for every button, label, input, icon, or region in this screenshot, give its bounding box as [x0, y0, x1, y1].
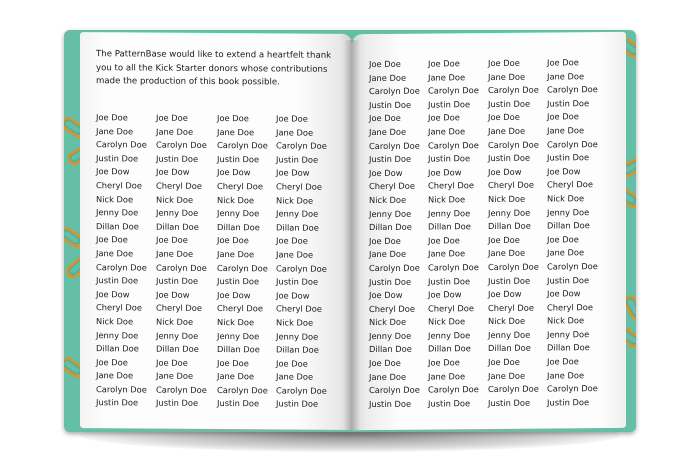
- donor-name: Jane Doe: [428, 248, 466, 259]
- donor-name: Carolyn Doe: [428, 139, 479, 151]
- donor-name: Dillan Doe: [276, 344, 319, 355]
- donor-name: Joe Doe: [217, 235, 249, 246]
- donor-name: Dillan Doe: [488, 220, 531, 232]
- donor-name: Dillan Doe: [217, 221, 260, 233]
- donor-name: Nick Doe: [217, 194, 255, 205]
- donor-name: Carolyn Doe: [217, 384, 268, 396]
- donor-name: Cheryl Doe: [96, 180, 142, 191]
- donor-name: Jenny Doe: [96, 207, 139, 218]
- donor-name: Joe Doe: [217, 113, 249, 124]
- donor-name: Joe Dow: [488, 166, 522, 177]
- donor-name: Nick Doe: [428, 316, 466, 327]
- donor-name: Dillan Doe: [217, 344, 260, 355]
- donor-name: Cheryl Doe: [217, 303, 263, 314]
- donor-name: Joe Dow: [217, 167, 251, 178]
- donor-name: Dillan Doe: [547, 220, 590, 231]
- donor-name: Carolyn Doe: [488, 261, 539, 272]
- donor-name: Nick Doe: [369, 194, 407, 205]
- donor-name: Carolyn Doe: [547, 84, 598, 95]
- donor-name: Joe Doe: [547, 233, 579, 245]
- donor-name: Justin Doe: [428, 98, 471, 110]
- donor-name: Justin Doe: [547, 274, 590, 285]
- donor-name: Nick Doe: [217, 316, 255, 328]
- donor-name: Joe Doe: [428, 357, 460, 368]
- donor-name: Dillan Doe: [156, 221, 199, 232]
- donor-name: Joe Doe: [488, 112, 520, 123]
- donor-name: Joe Doe: [428, 112, 460, 123]
- donor-name: Cheryl Doe: [369, 180, 415, 192]
- donor-name: Nick Doe: [156, 194, 194, 205]
- donor-name: Dillan Doe: [369, 344, 412, 355]
- donor-name: Justin Doe: [488, 275, 531, 286]
- donor-name: Dillan Doe: [369, 221, 412, 233]
- donor-name: Cheryl Doe: [547, 179, 593, 190]
- donor-name: Justin Doe: [369, 398, 412, 409]
- donor-name: Jane Doe: [369, 371, 407, 382]
- donor-name: Joe Dow: [547, 288, 581, 299]
- donor-name: Joe Dow: [96, 288, 130, 300]
- donor-name: Jane Doe: [217, 248, 255, 260]
- donor-name: Carolyn Doe: [156, 262, 207, 273]
- donor-name: Jane Doe: [428, 126, 466, 137]
- donor-name: Joe Doe: [369, 357, 401, 369]
- donor-name: Jane Doe: [369, 126, 407, 138]
- donor-name: Cheryl Doe: [156, 302, 202, 314]
- donor-name: Carolyn Doe: [369, 85, 420, 97]
- donor-name: Jane Doe: [276, 371, 314, 382]
- donor-name: Nick Doe: [488, 315, 526, 327]
- donor-name: Joe Doe: [369, 113, 401, 124]
- donor-name: Joe Dow: [369, 167, 403, 178]
- donor-name: Carolyn Doe: [96, 261, 147, 273]
- donor-name: Justin Doe: [488, 152, 531, 164]
- donor-name: Carolyn Doe: [369, 262, 420, 273]
- donor-name: Jane Doe: [276, 127, 314, 138]
- donor-name: Joe Doe: [547, 57, 579, 68]
- donor-name: Carolyn Doe: [276, 385, 327, 396]
- donor-name: Jane Doe: [96, 125, 134, 137]
- donor-name: Joe Doe: [276, 113, 308, 124]
- donor-name: Jane Doe: [488, 125, 526, 136]
- donor-name: Cheryl Doe: [276, 303, 322, 315]
- donor-name: Joe Doe: [428, 234, 460, 246]
- donor-name: Jane Doe: [547, 125, 585, 136]
- donor-name: Justin Doe: [156, 153, 199, 164]
- donor-name: Jenny Doe: [488, 329, 531, 340]
- donor-name: Carolyn Doe: [369, 140, 420, 151]
- donor-name: Joe Doe: [156, 357, 188, 368]
- donor-name: Jane Doe: [156, 370, 194, 382]
- donor-name: Carolyn Doe: [547, 383, 598, 394]
- donor-name: Jane Doe: [96, 248, 134, 259]
- donor-name: Justin Doe: [547, 152, 590, 163]
- donor-name: Carolyn Doe: [96, 384, 147, 395]
- donor-name: Joe Doe: [488, 234, 520, 245]
- donor-name: Jenny Doe: [369, 330, 412, 341]
- donor-name: Jenny Doe: [276, 208, 319, 219]
- donor-name: Jenny Doe: [217, 208, 260, 219]
- donor-name: Justin Doe: [428, 275, 471, 287]
- donor-name: Jane Doe: [547, 247, 585, 258]
- donor-name: Joe Doe: [96, 356, 128, 368]
- donor-name: Jane Doe: [428, 370, 466, 382]
- donor-name: Cheryl Doe: [547, 301, 593, 313]
- donor-name: Jane Doe: [217, 371, 255, 382]
- donor-name: Jane Doe: [547, 369, 585, 381]
- donor-name: Joe Doe: [547, 111, 579, 122]
- donor-name: Carolyn Doe: [276, 262, 327, 274]
- donor-name: Nick Doe: [96, 316, 134, 327]
- donor-name: Joe Dow: [369, 289, 403, 301]
- donor-name: Joe Doe: [428, 58, 460, 69]
- donor-name: Nick Doe: [96, 193, 134, 204]
- donor-name: Justin Doe: [428, 398, 471, 409]
- donor-name: Carolyn Doe: [156, 139, 207, 151]
- donor-name: Jane Doe: [156, 126, 194, 137]
- donor-name: Justin Doe: [488, 397, 531, 408]
- donor-name: Jane Doe: [488, 247, 526, 259]
- donor-name: Cheryl Doe: [428, 180, 474, 191]
- donor-name: Jenny Doe: [156, 207, 199, 219]
- donor-name: Justin Doe: [96, 152, 139, 164]
- donor-name: Carolyn Doe: [428, 384, 479, 395]
- donor-name: Joe Doe: [96, 112, 128, 123]
- donor-name: Nick Doe: [428, 194, 466, 205]
- donor-name: Jenny Doe: [488, 207, 531, 218]
- donor-name: Cheryl Doe: [488, 179, 534, 191]
- donor-name: Jenny Doe: [369, 208, 412, 219]
- donor-name: Cheryl Doe: [156, 180, 202, 191]
- donor-list-left: [96, 111, 336, 412]
- donor-name: Jane Doe: [156, 248, 194, 259]
- donor-name: Carolyn Doe: [217, 140, 268, 151]
- donor-name: Jenny Doe: [428, 330, 471, 341]
- donor-name: Jane Doe: [96, 370, 134, 381]
- donor-name: Carolyn Doe: [369, 384, 420, 396]
- donor-name: Joe Dow: [547, 165, 581, 177]
- donor-name: Dillan Doe: [156, 343, 199, 354]
- donor-name: Dillan Doe: [428, 221, 471, 232]
- donor-name: Carolyn Doe: [276, 140, 327, 151]
- donor-name: Justin Doe: [276, 154, 319, 165]
- donor-name: Joe Doe: [156, 234, 188, 246]
- donor-name: Jane Doe: [369, 249, 407, 260]
- acknowledgement-text: The PatternBase would like to extend a heartfelt thank you to all the Kick Starter donors whose contributions made the production of this book possible.: [96, 49, 332, 88]
- donor-name: Justin Doe: [276, 398, 319, 410]
- donor-name: Joe Dow: [96, 166, 130, 177]
- donor-name: Carolyn Doe: [547, 260, 598, 272]
- donor-name: Joe Dow: [276, 290, 310, 301]
- donor-name: Joe Doe: [156, 112, 188, 123]
- donor-name: Carolyn Doe: [488, 139, 539, 150]
- donor-name: Jenny Doe: [217, 330, 260, 341]
- donor-name: Jenny Doe: [276, 330, 319, 342]
- donor-name: Justin Doe: [156, 398, 199, 409]
- donor-name: Dillan Doe: [428, 343, 471, 355]
- donor-name: Nick Doe: [369, 317, 407, 328]
- donor-name: Joe Doe: [276, 235, 308, 246]
- donor-name: Justin Doe: [96, 397, 139, 408]
- donor-name: Jane Doe: [547, 70, 585, 82]
- donor-name: Nick Doe: [547, 315, 585, 326]
- book-gutter: [344, 40, 360, 430]
- donor-name: Cheryl Doe: [276, 181, 322, 192]
- donor-name: Jenny Doe: [547, 206, 590, 218]
- donor-name: Joe Doe: [488, 356, 520, 368]
- donor-name: Justin Doe: [217, 276, 260, 287]
- donor-name: Justin Doe: [488, 98, 531, 109]
- donor-name: Justin Doe: [217, 398, 260, 409]
- donor-name: Jenny Doe: [428, 207, 471, 219]
- donor-name: Joe Dow: [428, 289, 462, 300]
- donor-name: Justin Doe: [369, 276, 412, 287]
- donor-name: Nick Doe: [156, 316, 194, 327]
- donor-name: Justin Doe: [369, 153, 412, 165]
- donor-list-right: [369, 56, 607, 412]
- donor-name: Nick Doe: [547, 193, 585, 204]
- donor-name: Cheryl Doe: [96, 302, 142, 313]
- donor-name: Jane Doe: [217, 126, 255, 137]
- donor-name: Joe Doe: [547, 356, 579, 367]
- donor-name: Jane Doe: [276, 249, 314, 260]
- donor-name: Nick Doe: [276, 317, 314, 328]
- donor-name: Joe Doe: [276, 358, 308, 369]
- donor-name: Carolyn Doe: [488, 84, 539, 96]
- donor-name: Jenny Doe: [547, 329, 590, 340]
- donor-name: Dillan Doe: [96, 343, 139, 354]
- donor-name: Carolyn Doe: [156, 384, 207, 395]
- donor-name: Carolyn Doe: [96, 139, 147, 150]
- donor-name: Nick Doe: [488, 193, 526, 204]
- donor-name: Dillan Doe: [96, 220, 139, 232]
- donor-name: Cheryl Doe: [428, 302, 474, 314]
- donor-name: Jenny Doe: [156, 330, 199, 341]
- donor-name: Joe Dow: [276, 167, 310, 179]
- donor-name: Carolyn Doe: [547, 138, 598, 150]
- donor-name: Justin Doe: [156, 275, 199, 286]
- donor-name: Carolyn Doe: [428, 261, 479, 273]
- donor-name: Justin Doe: [547, 97, 590, 109]
- donor-name: Joe Doe: [96, 234, 128, 245]
- donor-name: Justin Doe: [547, 396, 590, 408]
- donor-name: Joe Dow: [217, 289, 251, 300]
- donor-name: Cheryl Doe: [217, 180, 263, 192]
- donor-name: Dillan Doe: [488, 343, 531, 354]
- donor-name: Jane Doe: [369, 72, 407, 83]
- donor-name: Justin Doe: [217, 153, 260, 165]
- left-page: [80, 32, 352, 430]
- donor-name: Cheryl Doe: [369, 303, 415, 314]
- donor-name: Joe Doe: [369, 235, 401, 246]
- donor-name: Joe Dow: [488, 288, 522, 300]
- donor-name: Cheryl Doe: [488, 302, 534, 313]
- donor-name: Joe Dow: [428, 166, 462, 178]
- donor-name: Carolyn Doe: [217, 262, 268, 273]
- donor-name: Carolyn Doe: [428, 85, 479, 96]
- donor-name: Justin Doe: [369, 99, 412, 110]
- donor-name: Justin Doe: [428, 153, 471, 164]
- donor-name: Dillan Doe: [547, 342, 590, 353]
- donor-name: Jenny Doe: [96, 329, 139, 340]
- donor-name: Joe Doe: [217, 357, 249, 368]
- donor-name: Joe Doe: [488, 57, 520, 69]
- donor-name: Jane Doe: [428, 71, 466, 83]
- donor-name: Justin Doe: [96, 275, 139, 286]
- donor-name: Jane Doe: [488, 71, 526, 82]
- donor-name: Jane Doe: [488, 370, 526, 381]
- donor-name: Justin Doe: [276, 276, 319, 287]
- donor-name: Joe Doe: [369, 58, 401, 70]
- donor-name: Dillan Doe: [276, 222, 319, 233]
- right-page: [352, 32, 626, 430]
- donor-name: Joe Dow: [156, 289, 190, 300]
- donor-name: Joe Dow: [156, 166, 190, 178]
- donor-name: Nick Doe: [276, 194, 314, 206]
- donor-name: Carolyn Doe: [488, 383, 539, 395]
